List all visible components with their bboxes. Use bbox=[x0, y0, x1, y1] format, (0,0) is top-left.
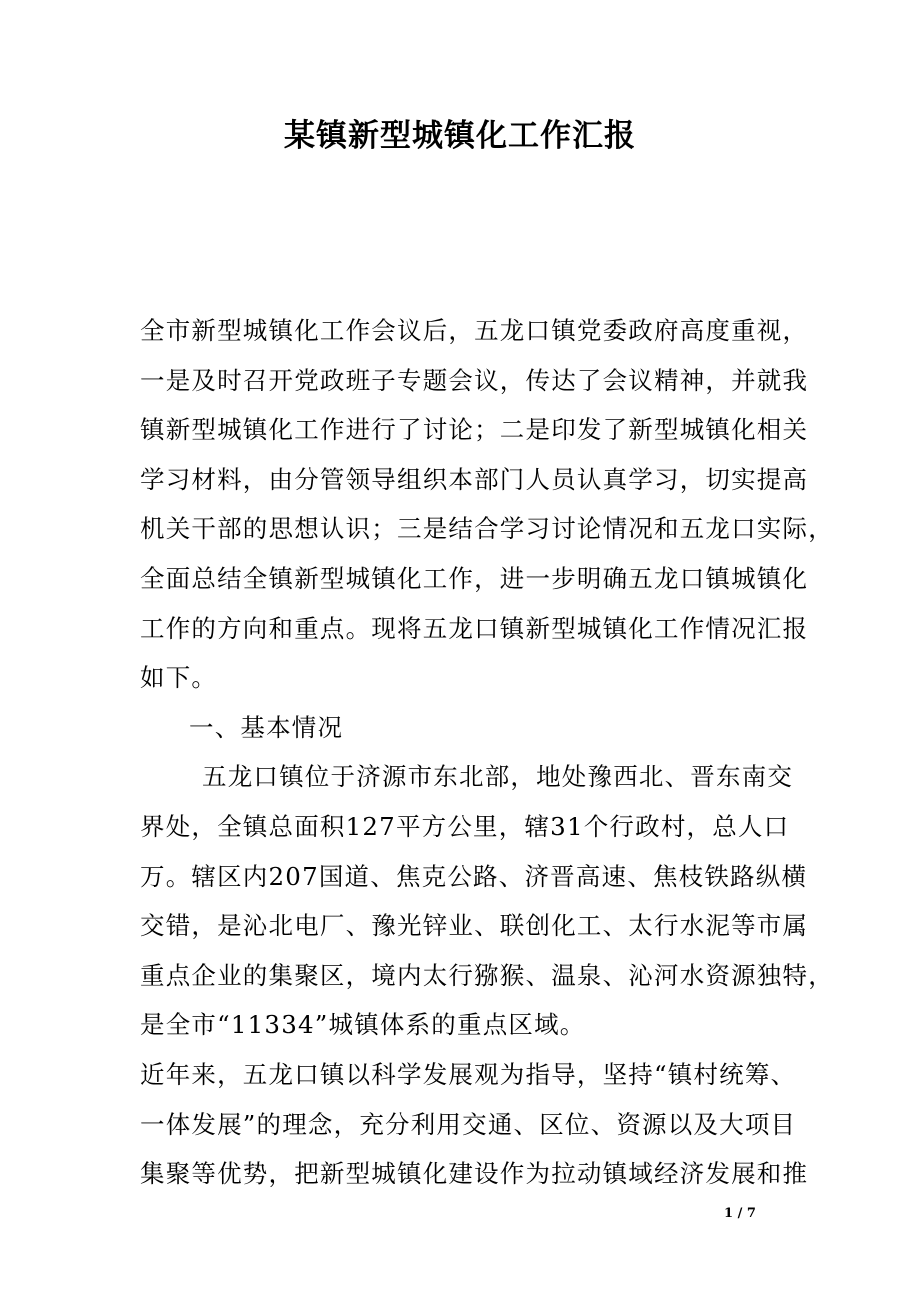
paragraph-line: 近年来，五龙口镇以科学发展观为指导，坚持“镇村统筹、 bbox=[140, 1059, 797, 1089]
document-title: 某镇新型城镇化工作汇报 bbox=[284, 118, 636, 154]
paragraph-line: 一体发展”的理念，充分利用交通、区位、资源以及大项目 bbox=[140, 1109, 797, 1139]
paragraph-line: 是全市“11334”城镇体系的重点区域。 bbox=[140, 1010, 586, 1040]
page-number: 1 / 7 bbox=[724, 1206, 756, 1221]
paragraph-line: 界处，全镇总面积127平方公里，辖31个行政村，总人口 bbox=[140, 811, 790, 841]
paragraph-line: 镇新型城镇化工作进行了讨论；二是印发了新型城镇化相关 bbox=[140, 415, 809, 445]
paragraph-line: 机关干部的思想认识；三是结合学习讨论情况和五龙口实际， bbox=[140, 514, 834, 544]
paragraph-line: 万。辖区内207国道、焦克公路、济晋高速、焦枝铁路纵横 bbox=[140, 861, 808, 891]
paragraph-line: 如下。 bbox=[140, 663, 218, 693]
section-heading: 一、基本情况 bbox=[189, 712, 344, 742]
paragraph-line: 集聚等优势，把新型城镇化建设作为拉动镇域经济发展和推 bbox=[140, 1159, 809, 1189]
paragraph-line: 全市新型城镇化工作会议后，五龙口镇党委政府高度重视， bbox=[140, 316, 809, 345]
paragraph-line: 工作的方向和重点。现将五龙口镇新型城镇化工作情况汇报 bbox=[140, 613, 809, 643]
paragraph-line: 交错，是沁北电厂、豫光锌业、联创化工、太行水泥等市属 bbox=[140, 911, 809, 941]
paragraph-line: 学习材料，由分管领导组织本部门人员认真学习，切实提高 bbox=[140, 464, 809, 494]
paragraph-line: 五龙口镇位于济源市东北部，地处豫西北、晋东南交 bbox=[202, 762, 794, 792]
paragraph-line: 重点企业的集聚区，境内太行猕猴、温泉、沁河水资源独特， bbox=[140, 960, 834, 990]
document-body bbox=[140, 306, 834, 1199]
paragraph-line: 一是及时召开党政班子专题会议，传达了会议精神，并就我 bbox=[140, 365, 809, 395]
paragraph-line: 全面总结全镇新型城镇化工作，进一步明确五龙口镇城镇化 bbox=[140, 563, 809, 593]
